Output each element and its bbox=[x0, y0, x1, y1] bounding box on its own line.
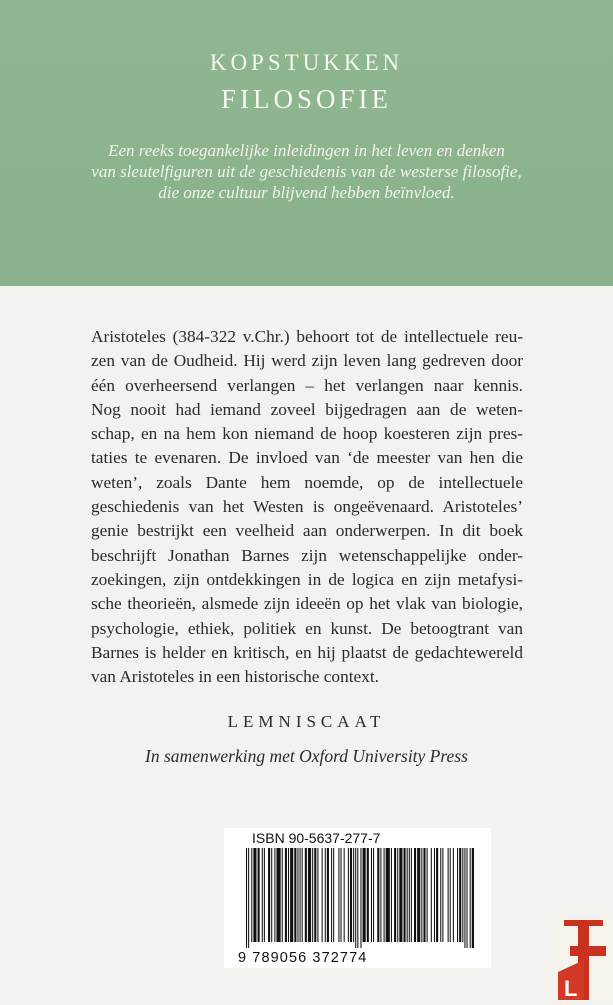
tagline-line: van sleutelfiguren uit de geschiedenis van de westerse filosofie, bbox=[91, 162, 522, 181]
copublisher-note: In samenwerking met Oxford University Press bbox=[145, 746, 468, 766]
blurb-line: Aristoteles (384-322 v.Chr.) behoort tot de intellectuele reu- bbox=[91, 327, 523, 346]
publisher-name: LEMNISCAAT bbox=[227, 712, 386, 731]
blurb-line: Nog nooit had iemand zoveel bijgedragen aan de weten- bbox=[91, 399, 523, 419]
tagline-line: die onze cultuur blijvend hebben beïnvloed. bbox=[158, 183, 455, 202]
blurb-line: zen van de Oudheid. Hij werd zijn leven lang gedreven door bbox=[91, 351, 523, 371]
blurb-line: schap, en na hem kon niemand de hoop koesteren zijn pres- bbox=[91, 424, 523, 444]
blurb-line: zoekingen, zijn ontdekkingen in de logica en zijn metafysi- bbox=[91, 569, 523, 589]
barcode-bars-icon bbox=[246, 848, 474, 948]
ean-number: 9 789056 372774 bbox=[238, 950, 368, 966]
blurb-line: taties te evenaren. De invloed van ‘de meester van hen die bbox=[91, 448, 523, 468]
blurb-line: beschrijft Jonathan Barnes zijn wetenschappelijke onder- bbox=[91, 545, 523, 565]
isbn-number: ISBN 90-5637-277-7 bbox=[252, 830, 381, 846]
blurb-line: psychologie, ethiek, politiek en kunst. De betoogtrant van bbox=[91, 618, 523, 638]
book-blurb bbox=[91, 325, 523, 689]
series-title-line2: FILOSOFIE bbox=[220, 84, 392, 114]
blurb-line: genie bestrijkt een veelheid aan onderwerpen. In dit boek bbox=[91, 521, 523, 541]
blurb-line: Barnes is helder en kritisch, en hij plaatst de gedachtewereld bbox=[91, 642, 523, 662]
blurb-line: van Aristoteles in een historische context. bbox=[91, 667, 379, 687]
series-tagline bbox=[0, 140, 613, 203]
barcode-label bbox=[224, 828, 491, 968]
svg-text:L: L bbox=[564, 976, 578, 1000]
series-banner bbox=[0, 0, 613, 286]
lemniscaat-logo-icon bbox=[554, 920, 613, 1000]
blurb-line: één overheersend verlangen – het verlangen naar kennis. bbox=[91, 375, 523, 395]
blurb-line: weten’, zoals Dante hem noemde, op de intellectuele bbox=[91, 472, 523, 492]
series-title-line1: KOPSTUKKEN bbox=[209, 50, 404, 75]
tagline-line: Een reeks toegankelijke inleidingen in het leven en denken bbox=[108, 141, 505, 160]
blurb-line: sche theorieën, alsmede zijn ideeën op het vlak van biologie, bbox=[91, 594, 523, 614]
publisher-logo bbox=[554, 920, 613, 1000]
blurb-line: geschiedenis van het Westen is ongeëvenaard. Aristoteles’ bbox=[91, 497, 523, 517]
